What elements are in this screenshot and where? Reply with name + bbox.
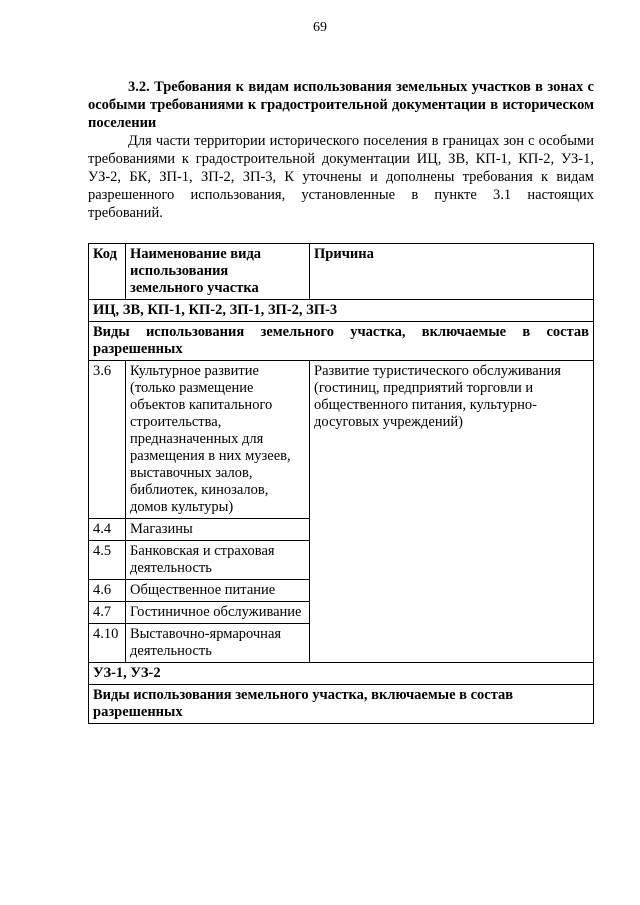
zone-title-group1: ИЦ, ЗВ, КП-1, КП-2, ЗП-1, ЗП-2, ЗП-3 bbox=[89, 300, 594, 322]
table-row bbox=[89, 361, 594, 519]
subheader-group1: Виды использования земельного участка, включаемые в состав разрешенных bbox=[89, 322, 594, 361]
table-header-row bbox=[89, 244, 594, 300]
row-name: Выставочно-ярмарочная деятельность bbox=[126, 624, 310, 663]
row-code: 4.7 bbox=[89, 602, 126, 624]
row-reason: Развитие туристического обслуживания (гостиниц, предприятий торговли и общественного питания, культурно-досуговых учреждений) bbox=[310, 361, 594, 663]
row-name: Гостиничное обслуживание bbox=[126, 602, 310, 624]
row-code: 4.4 bbox=[89, 519, 126, 541]
page-number: 69 bbox=[313, 20, 327, 35]
intro-paragraph: Для части территории исторического поселения в границах зон с особыми требованиями к градостроительной документации ИЦ, ЗВ, КП-1, КП-2, УЗ-1, УЗ-2, БК, ЗП-1, ЗП-2, ЗП-3, К уточнены и дополнены требования к видам разрешенного использования, установленные в пункте 3.1 настоящих требований. bbox=[88, 133, 594, 221]
row-code: 3.6 bbox=[89, 361, 126, 519]
section-heading: 3.2. Требования к видам использования земельных участков в зонах с особыми требованиями к градостроительной документации в историческом поселении bbox=[88, 79, 594, 131]
requirements-table bbox=[88, 243, 594, 724]
header-reason: Причина bbox=[310, 244, 594, 300]
header-code: Код bbox=[89, 244, 126, 300]
zone-row-group1 bbox=[89, 300, 594, 322]
row-name: Культурное развитие (только размещение объектов капитального строительства, предназначенных для размещения в них музеев, выставочных залов, библиотек, кинозалов, домов культуры) bbox=[126, 361, 310, 519]
row-name: Банковская и страховая деятельность bbox=[126, 541, 310, 580]
row-name: Общественное питание bbox=[126, 580, 310, 602]
row-name: Магазины bbox=[126, 519, 310, 541]
row-code: 4.10 bbox=[89, 624, 126, 663]
header-name: Наименование вида использования земельного участка bbox=[126, 244, 310, 300]
subheader-row-group1 bbox=[89, 322, 594, 361]
zone-title-group2: УЗ-1, УЗ-2 bbox=[89, 663, 594, 685]
row-code: 4.5 bbox=[89, 541, 126, 580]
subheader-row-group2 bbox=[89, 685, 594, 724]
zone-row-group2 bbox=[89, 663, 594, 685]
row-code: 4.6 bbox=[89, 580, 126, 602]
subheader-group2: Виды использования земельного участка, включаемые в состав разрешенных bbox=[89, 685, 594, 724]
